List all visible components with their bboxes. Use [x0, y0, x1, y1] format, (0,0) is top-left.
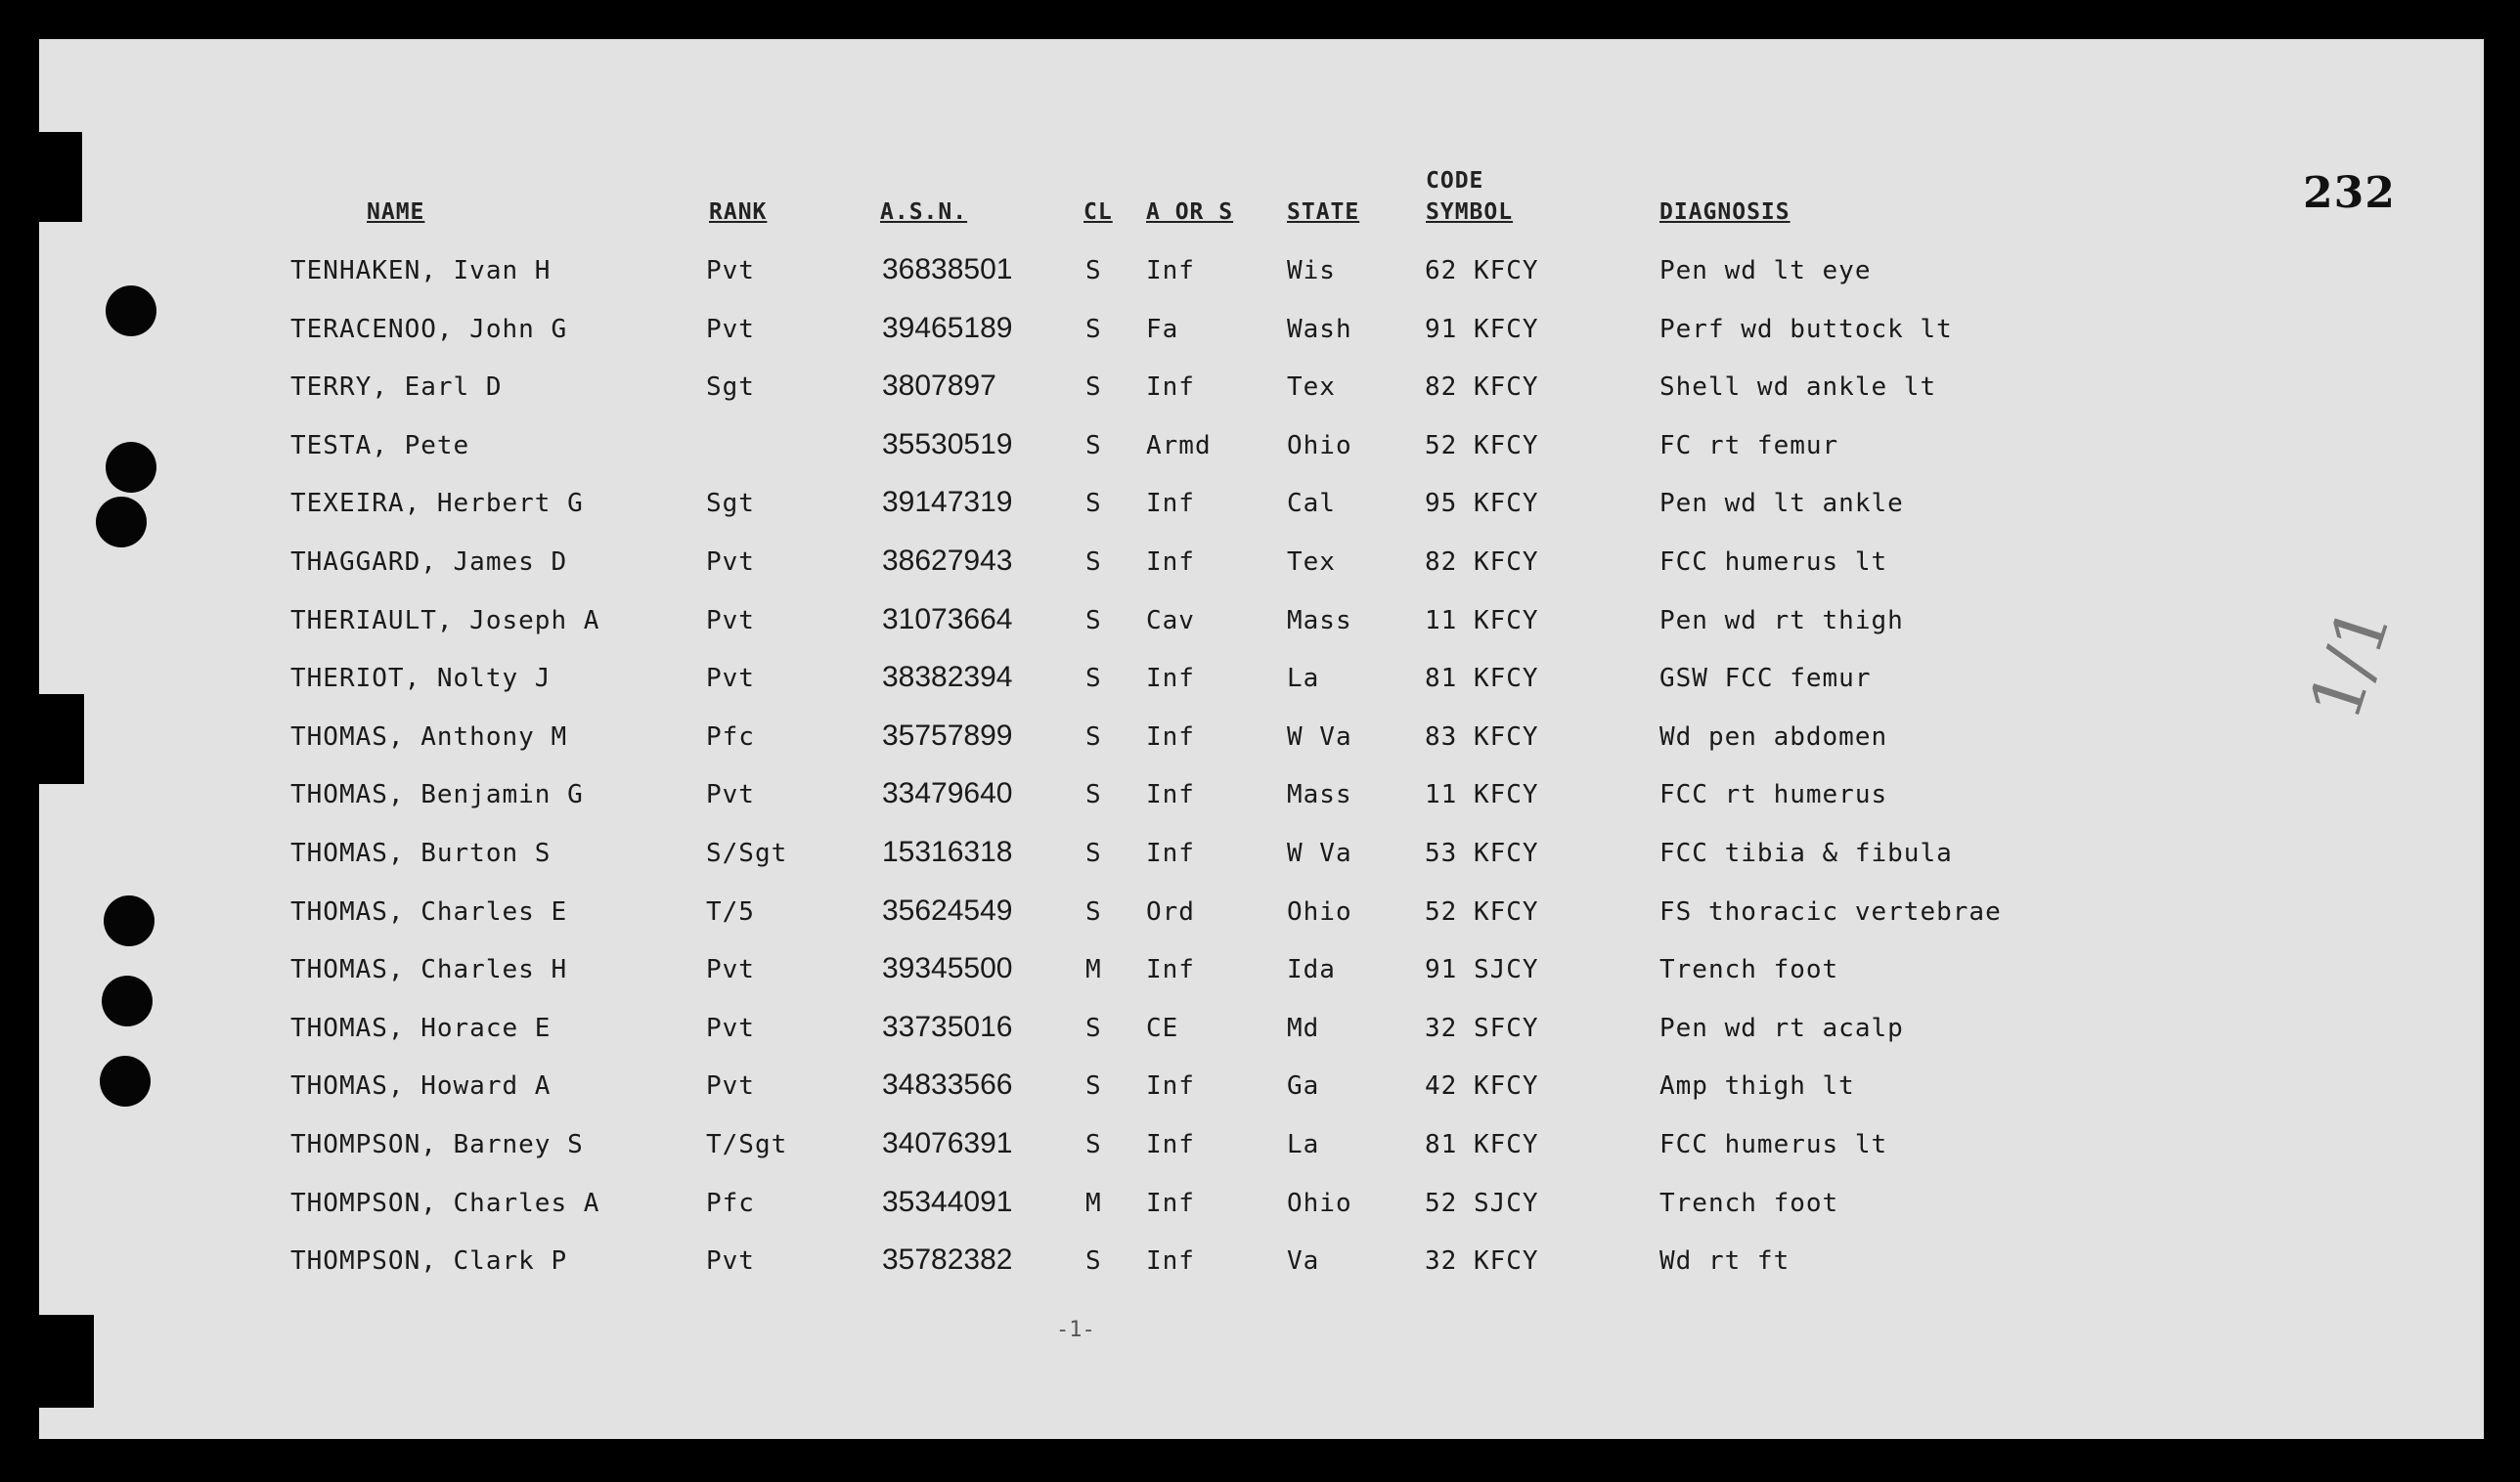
row-name: TERRY, Earl D: [290, 372, 503, 402]
row-diagnosis: Shell wd ankle lt: [1659, 372, 1937, 402]
row-rank: Pvt: [706, 606, 755, 635]
row-arm-or-service: Inf: [1146, 722, 1195, 752]
row-rank: Sgt: [706, 489, 755, 518]
row-arm-or-service: CE: [1146, 1014, 1179, 1043]
row-code-symbol: 91 SJCY: [1425, 955, 1539, 984]
header-name: NAME: [367, 199, 425, 225]
row-name: TESTA, Pete: [290, 431, 470, 460]
row-arm-or-service: Ord: [1146, 897, 1195, 927]
row-diagnosis: Pen wd rt acalp: [1659, 1014, 1904, 1043]
row-diagnosis: FCC humerus lt: [1659, 1130, 1888, 1159]
row-name: THOMAS, Burton S: [290, 839, 552, 868]
row-name: THOMAS, Horace E: [290, 1014, 552, 1043]
row-diagnosis: Pen wd lt eye: [1659, 256, 1872, 285]
row-class: S: [1085, 839, 1102, 868]
row-class: S: [1085, 1014, 1102, 1043]
row-arm-or-service: Cav: [1146, 606, 1195, 635]
row-asn: 35344091: [882, 1186, 1013, 1218]
row-asn: 31073664: [882, 603, 1013, 635]
punch-hole: [104, 895, 155, 946]
row-name: TERACENOO, John G: [290, 315, 568, 344]
row-name: THOMAS, Charles H: [290, 955, 568, 984]
row-class: S: [1085, 1130, 1102, 1159]
row-arm-or-service: Inf: [1146, 1246, 1195, 1276]
page-number: 232: [2303, 168, 2396, 218]
row-diagnosis: Pen wd lt ankle: [1659, 489, 1904, 518]
row-diagnosis: Trench foot: [1659, 955, 1839, 984]
row-diagnosis: FCC rt humerus: [1659, 780, 1888, 809]
row-state: La: [1287, 1130, 1320, 1159]
row-asn: 35782382: [882, 1243, 1013, 1276]
row-state: Md: [1287, 1014, 1320, 1043]
row-state: W Va: [1287, 839, 1352, 868]
row-asn: 39345500: [882, 952, 1013, 984]
punch-hole: [102, 976, 153, 1026]
row-class: S: [1085, 780, 1102, 809]
row-rank: Pvt: [706, 1014, 755, 1043]
row-name: THAGGARD, James D: [290, 547, 568, 577]
row-class: S: [1085, 897, 1102, 927]
row-arm-or-service: Inf: [1146, 1071, 1195, 1101]
handwritten-mark: 1/1: [2293, 595, 2407, 729]
binder-tab: [39, 132, 82, 222]
footer-mark: -1-: [1056, 1318, 1095, 1342]
row-name: THOMPSON, Charles A: [290, 1189, 600, 1218]
row-name: THERIOT, Nolty J: [290, 664, 552, 693]
row-class: M: [1085, 1189, 1102, 1218]
row-state: Ohio: [1287, 1189, 1352, 1218]
row-code-symbol: 11 KFCY: [1425, 780, 1539, 809]
row-class: S: [1085, 606, 1102, 635]
punch-hole: [96, 497, 147, 547]
header-code: CODE: [1426, 168, 1484, 194]
row-rank: T/5: [706, 897, 755, 927]
row-rank: T/Sgt: [706, 1130, 788, 1159]
row-arm-or-service: Inf: [1146, 780, 1195, 809]
row-rank: Pvt: [706, 315, 755, 344]
row-class: S: [1085, 489, 1102, 518]
header-a-or-s: A OR S: [1146, 199, 1234, 225]
header-cl: CL: [1083, 199, 1113, 225]
row-diagnosis: Wd pen abdomen: [1659, 722, 1888, 752]
row-state: Wash: [1287, 315, 1352, 344]
row-asn: 35530519: [882, 428, 1013, 460]
row-code-symbol: 42 KFCY: [1425, 1071, 1539, 1101]
row-asn: 39465189: [882, 312, 1013, 344]
row-state: Tex: [1287, 547, 1336, 577]
row-code-symbol: 95 KFCY: [1425, 489, 1539, 518]
row-arm-or-service: Inf: [1146, 256, 1195, 285]
header-asn: A.S.N.: [880, 199, 968, 225]
row-state: Cal: [1287, 489, 1336, 518]
row-arm-or-service: Fa: [1146, 315, 1179, 344]
row-class: M: [1085, 955, 1102, 984]
row-rank: Pvt: [706, 256, 755, 285]
header-state: STATE: [1287, 199, 1360, 225]
row-arm-or-service: Inf: [1146, 664, 1195, 693]
row-name: TENHAKEN, Ivan H: [290, 256, 552, 285]
row-class: S: [1085, 547, 1102, 577]
binder-tab: [39, 1315, 94, 1408]
row-code-symbol: 81 KFCY: [1425, 1130, 1539, 1159]
row-class: S: [1085, 1071, 1102, 1101]
row-arm-or-service: Armd: [1146, 431, 1212, 460]
row-class: S: [1085, 256, 1102, 285]
row-asn: 38627943: [882, 545, 1013, 577]
header-diagnosis: DIAGNOSIS: [1659, 199, 1791, 225]
row-code-symbol: 91 KFCY: [1425, 315, 1539, 344]
row-name: THOMPSON, Clark P: [290, 1246, 568, 1276]
row-state: La: [1287, 664, 1320, 693]
row-rank: Pvt: [706, 547, 755, 577]
row-rank: Pfc: [706, 1189, 755, 1218]
row-arm-or-service: Inf: [1146, 1189, 1195, 1218]
row-asn: 39147319: [882, 486, 1013, 518]
row-asn: 35624549: [882, 894, 1013, 927]
row-code-symbol: 52 KFCY: [1425, 897, 1539, 927]
row-name: THOMPSON, Barney S: [290, 1130, 584, 1159]
row-asn: 33479640: [882, 777, 1013, 809]
row-diagnosis: GSW FCC femur: [1659, 664, 1872, 693]
binder-tab: [39, 694, 84, 784]
row-code-symbol: 82 KFCY: [1425, 372, 1539, 402]
row-rank: Pvt: [706, 1071, 755, 1101]
row-asn: 15316318: [882, 836, 1013, 868]
row-diagnosis: Trench foot: [1659, 1189, 1839, 1218]
row-rank: S/Sgt: [706, 839, 788, 868]
row-code-symbol: 11 KFCY: [1425, 606, 1539, 635]
punch-hole: [100, 1056, 151, 1107]
row-asn: 34833566: [882, 1068, 1013, 1101]
row-code-symbol: 81 KFCY: [1425, 664, 1539, 693]
row-name: THOMAS, Charles E: [290, 897, 568, 927]
row-code-symbol: 32 SFCY: [1425, 1014, 1539, 1043]
punch-hole: [106, 285, 156, 336]
row-state: Va: [1287, 1246, 1320, 1276]
row-diagnosis: FS thoracic vertebrae: [1659, 897, 2002, 927]
punch-hole: [106, 442, 156, 493]
row-diagnosis: Amp thigh lt: [1659, 1071, 1855, 1101]
row-name: THOMAS, Benjamin G: [290, 780, 584, 809]
header-rank: RANK: [709, 199, 768, 225]
row-arm-or-service: Inf: [1146, 489, 1195, 518]
row-asn: 34076391: [882, 1127, 1013, 1159]
row-arm-or-service: Inf: [1146, 839, 1195, 868]
row-name: THERIAULT, Joseph A: [290, 606, 600, 635]
row-state: Ohio: [1287, 897, 1352, 927]
row-arm-or-service: Inf: [1146, 1130, 1195, 1159]
row-diagnosis: FCC tibia & fibula: [1659, 839, 1953, 868]
row-rank: Pvt: [706, 780, 755, 809]
row-code-symbol: 52 SJCY: [1425, 1189, 1539, 1218]
row-state: Mass: [1287, 606, 1352, 635]
row-state: Ida: [1287, 955, 1336, 984]
row-name: THOMAS, Anthony M: [290, 722, 568, 752]
row-code-symbol: 53 KFCY: [1425, 839, 1539, 868]
row-asn: 3807897: [882, 370, 996, 402]
row-code-symbol: 62 KFCY: [1425, 256, 1539, 285]
row-class: S: [1085, 664, 1102, 693]
row-rank: Sgt: [706, 372, 755, 402]
row-diagnosis: Wd rt ft: [1659, 1246, 1791, 1276]
row-state: Wis: [1287, 256, 1336, 285]
row-asn: 33735016: [882, 1011, 1013, 1043]
row-class: S: [1085, 722, 1102, 752]
row-rank: Pvt: [706, 955, 755, 984]
header-symbol: SYMBOL: [1426, 199, 1514, 225]
row-state: W Va: [1287, 722, 1352, 752]
row-diagnosis: Perf wd buttock lt: [1659, 315, 1953, 344]
row-asn: 38382394: [882, 661, 1013, 693]
row-asn: 35757899: [882, 719, 1013, 752]
row-state: Tex: [1287, 372, 1336, 402]
row-code-symbol: 52 KFCY: [1425, 431, 1539, 460]
row-class: S: [1085, 372, 1102, 402]
row-name: TEXEIRA, Herbert G: [290, 489, 584, 518]
row-class: S: [1085, 1246, 1102, 1276]
row-diagnosis: FCC humerus lt: [1659, 547, 1888, 577]
row-rank: Pvt: [706, 1246, 755, 1276]
row-state: Mass: [1287, 780, 1352, 809]
row-state: Ohio: [1287, 431, 1352, 460]
row-rank: Pfc: [706, 722, 755, 752]
row-arm-or-service: Inf: [1146, 547, 1195, 577]
row-code-symbol: 32 KFCY: [1425, 1246, 1539, 1276]
row-rank: Pvt: [706, 664, 755, 693]
row-asn: 36838501: [882, 253, 1013, 285]
row-diagnosis: Pen wd rt thigh: [1659, 606, 1904, 635]
row-arm-or-service: Inf: [1146, 955, 1195, 984]
row-class: S: [1085, 315, 1102, 344]
row-name: THOMAS, Howard A: [290, 1071, 552, 1101]
row-diagnosis: FC rt femur: [1659, 431, 1839, 460]
row-code-symbol: 82 KFCY: [1425, 547, 1539, 577]
row-code-symbol: 83 KFCY: [1425, 722, 1539, 752]
row-state: Ga: [1287, 1071, 1320, 1101]
row-arm-or-service: Inf: [1146, 372, 1195, 402]
row-class: S: [1085, 431, 1102, 460]
